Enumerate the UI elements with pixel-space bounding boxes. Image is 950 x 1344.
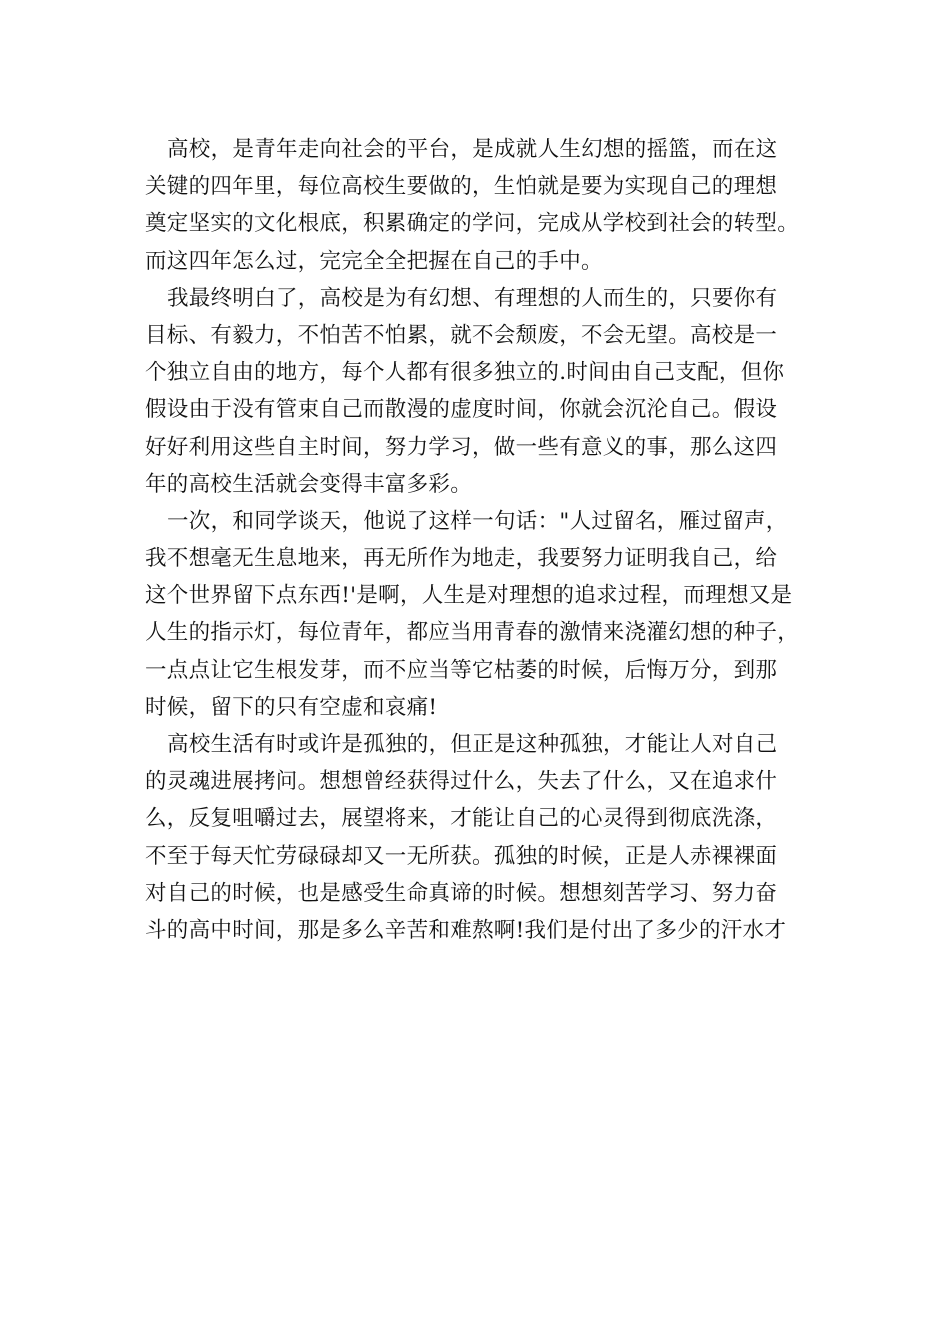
paragraph-2 <box>145 280 835 503</box>
text-line: 这个世界留下点东西!'是啊，人生是对理想的追求过程，而理想又是 <box>145 583 793 609</box>
text-line: 一点点让它生根发芽，而不应当等它枯萎的时候，后悔万分，到那 <box>145 657 778 683</box>
paragraph-1 <box>145 131 835 280</box>
text-line: 一次，和同学谈天，他说了这样一句话："人过留名，雁过留声， <box>167 508 788 534</box>
text-line: 而这四年怎么过，完完全全把握在自己的手中。 <box>145 248 603 274</box>
text-line: 好好利用这些自主时间，努力学习，做一些有意义的事，那么这四 <box>145 434 778 460</box>
text-line: 时候，留下的只有空虚和哀痛! <box>145 694 438 720</box>
text-line: 高校生活有时或许是孤独的，但正是这种孤独，才能让人对自己 <box>167 732 778 757</box>
text-line: 假设由于没有管束自己而散漫的虚度时间，你就会沉沦自己。假设 <box>145 397 778 423</box>
document-body <box>145 131 835 949</box>
paragraph-4 <box>145 726 835 949</box>
text-line: 个独立自由的地方，每个人都有很多独立的.时间由自己支配，但你 <box>145 360 785 386</box>
text-line: 奠定坚实的文化根底，积累确定的学问，完成从学校到社会的转型。 <box>145 211 800 237</box>
text-line: 年的高校生活就会变得丰富多彩。 <box>145 471 473 497</box>
text-line: 么，反复咀嚼过去，展望将来，才能让自己的心灵得到彻底洗涤， <box>145 806 778 832</box>
text-line: 人生的指示灯，每位青年，都应当用青春的激情来浇灌幻想的种子， <box>145 620 800 646</box>
text-line: 的灵魂进展拷问。想想曾经获得过什么，失去了什么，又在追求什 <box>145 769 778 795</box>
text-line: 关键的四年里，每位高校生要做的，生怕就是要为实现自己的理想 <box>145 174 778 200</box>
paragraph-3 <box>145 503 835 726</box>
text-line: 不至于每天忙劳碌碌却又一无所获。孤独的时候，正是人赤裸裸面 <box>145 843 778 869</box>
text-line: 高校，是青年走向社会的平台，是成就人生幻想的摇篮，而在这 <box>167 137 778 162</box>
text-line: 斗的高中时间，那是多么辛苦和难熬啊!我们是付出了多少的汗水才 <box>145 917 787 943</box>
text-line: 目标、有毅力，不怕苦不怕累，就不会颓废，不会无望。高校是一 <box>145 322 778 348</box>
text-line: 对自己的时候，也是感受生命真谛的时候。想想刻苦学习、努力奋 <box>145 880 778 906</box>
text-line: 我最终明白了，高校是为有幻想、有理想的人而生的，只要你有 <box>167 285 778 311</box>
text-line: 我不想毫无生息地来，再无所作为地走，我要努力证明我自己，给 <box>145 546 778 572</box>
